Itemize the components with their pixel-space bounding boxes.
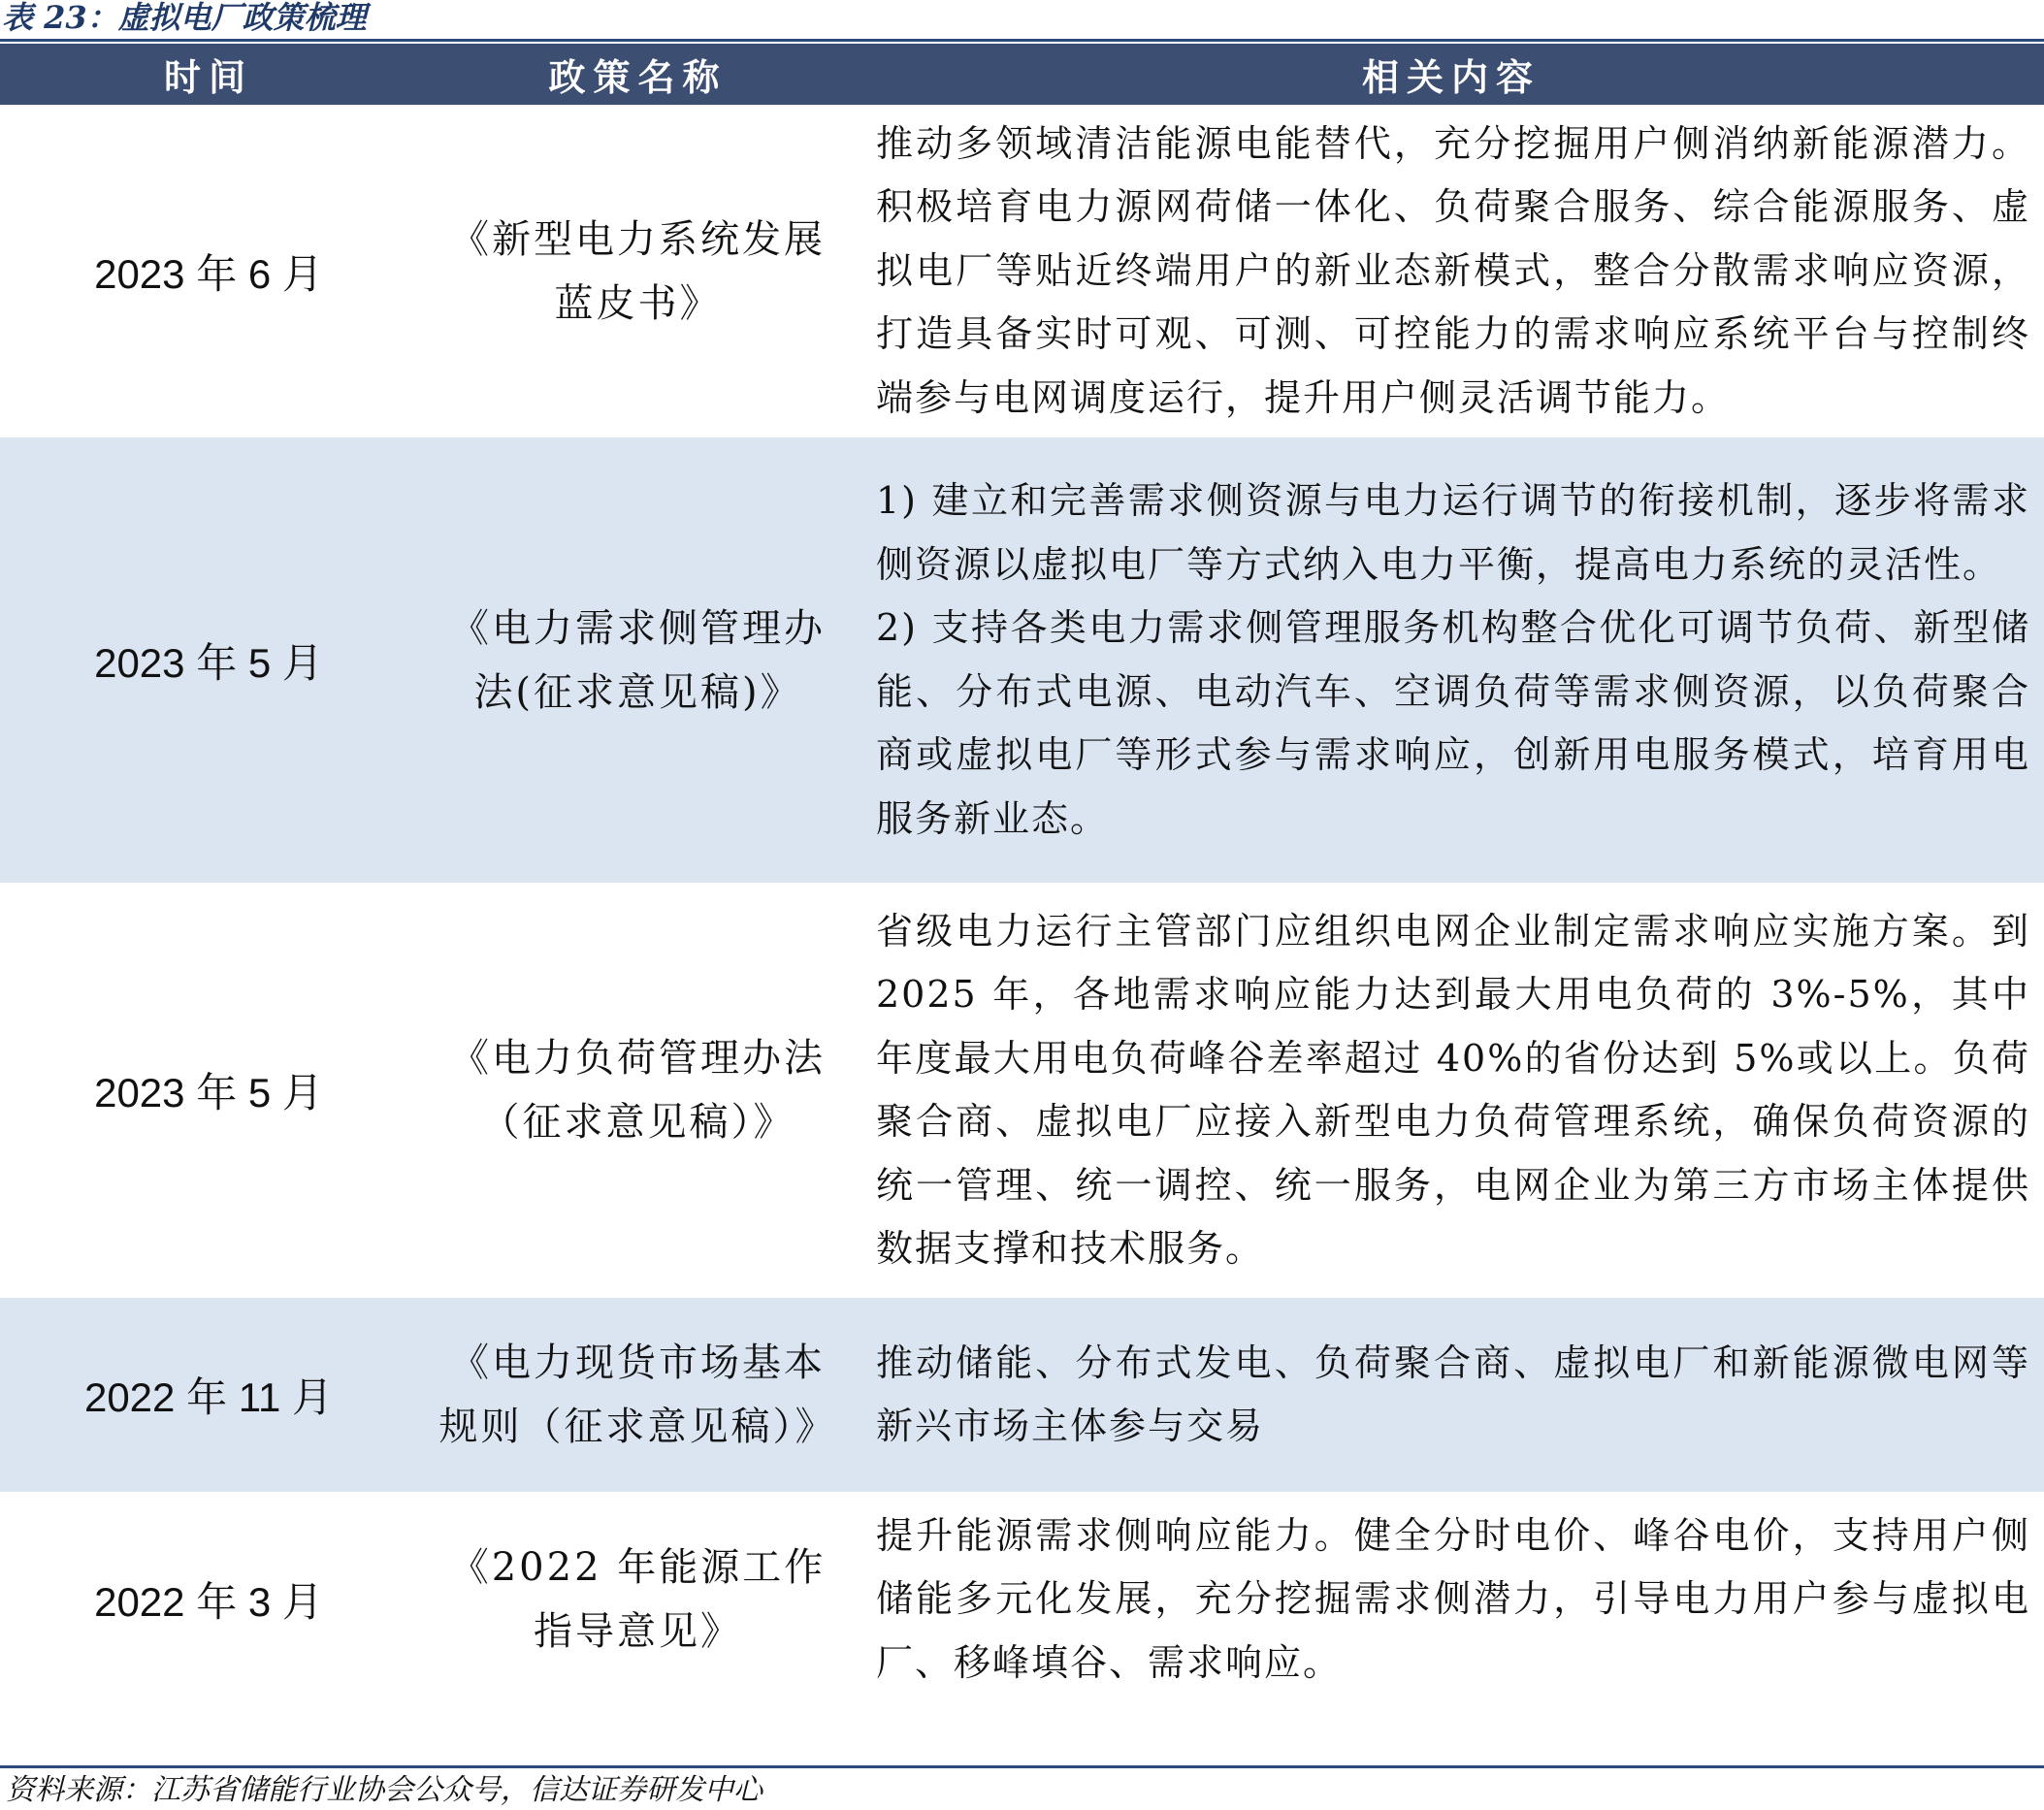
content-paragraph: 2) 支持各类电力需求侧管理服务机构整合优化可调节负荷、新型储能、分布式电源、电动汽车、空调负荷等需求侧资源，以负荷聚合商或虚拟电厂等形式参与需求响应，创新用电服务模式，培育用电服务新业态。 — [876, 606, 2030, 840]
table-row — [0, 1298, 2044, 1492]
table-row — [0, 437, 2044, 883]
content-paragraph: 推动储能、分布式发电、负荷聚合商、虚拟电厂和新能源微电网等新兴市场主体参与交易 — [876, 1341, 2030, 1447]
row-policy-name: 《2022 年能源工作指导意见》 — [449, 1545, 827, 1654]
source-note: 资料来源：江苏省储能行业协会公众号，信达证券研发中心 — [6, 1773, 762, 1807]
content-paragraph: 推动多领域清洁能源电能替代，充分挖掘用户侧消纳新能源潜力。积极培育电力源网荷储一体化、负荷聚合服务、综合能源服务、虚拟电厂等贴近终端用户的新业态新模式，整合分散需求响应资源，打造具备实时可观、可测、可控能力的需求响应系统平台与控制终端参与电网调度运行，提升用户侧灵活调节能力。 — [876, 121, 2030, 419]
row-date: 2022 年 11 月 — [0, 1298, 417, 1492]
table-row — [0, 883, 2044, 1298]
row-content — [859, 437, 2044, 883]
row-date: 2022 年 3 月 — [94, 1579, 323, 1625]
row-content — [859, 1492, 2044, 1707]
caption-divider — [0, 39, 2044, 42]
policy-table — [0, 44, 2044, 1707]
row-date: 2023 年 5 月 — [0, 437, 417, 883]
row-content — [859, 105, 2044, 437]
row-content — [859, 883, 2044, 1298]
table-caption: 表 23：虚拟电厂政策梳理 — [2, 0, 367, 36]
footer-divider — [0, 1765, 2044, 1768]
content-paragraph: 1) 建立和完善需求侧资源与电力运行调节的衔接机制，逐步将需求侧资源以虚拟电厂等方式纳入电力平衡，提高电力系统的灵活性。 — [876, 479, 2030, 586]
header-policy-name: 政策名称 — [417, 44, 859, 105]
row-content — [859, 1298, 2044, 1492]
header-content: 相关内容 — [859, 44, 2044, 105]
content-paragraph: 省级电力运行主管部门应组织电网企业制定需求响应实施方案。到 2025 年，各地需求响应能力达到最大用电负荷的 3%-5%，其中年度最大用电负荷峰谷差率超过 40%的省份达到 5%或以上。负荷聚合商、虚拟电厂应接入新型电力负荷管理系统，确保负荷资源的统一管理、统一调控、统一服务，电网企业为第三方市场主体提供数据支撑和技术服务。 — [876, 909, 2030, 1270]
table-row — [0, 1492, 2044, 1707]
row-date: 2023 年 6 月 — [94, 250, 323, 297]
row-policy-name: 《电力负荷管理办法（征求意见稿）》 — [450, 1036, 826, 1145]
row-date: 2023 年 5 月 — [94, 1070, 323, 1115]
row-policy-name: 《电力需求侧管理办法(征求意见稿)》 — [417, 437, 859, 883]
row-policy-name: 《电力现货市场基本规则（征求意见稿）》 — [417, 1298, 859, 1492]
table-row — [0, 105, 2044, 437]
row-policy-name: 《新型电力系统发展蓝皮书》 — [450, 216, 826, 326]
content-paragraph: 提升能源需求侧响应能力。健全分时电价、峰谷电价，支持用户侧储能多元化发展，充分挖掘需求侧潜力，引导电力用户参与虚拟电厂、移峰填谷、需求响应。 — [876, 1513, 2030, 1684]
table-header-row — [0, 44, 2044, 105]
header-time: 时间 — [0, 44, 417, 105]
